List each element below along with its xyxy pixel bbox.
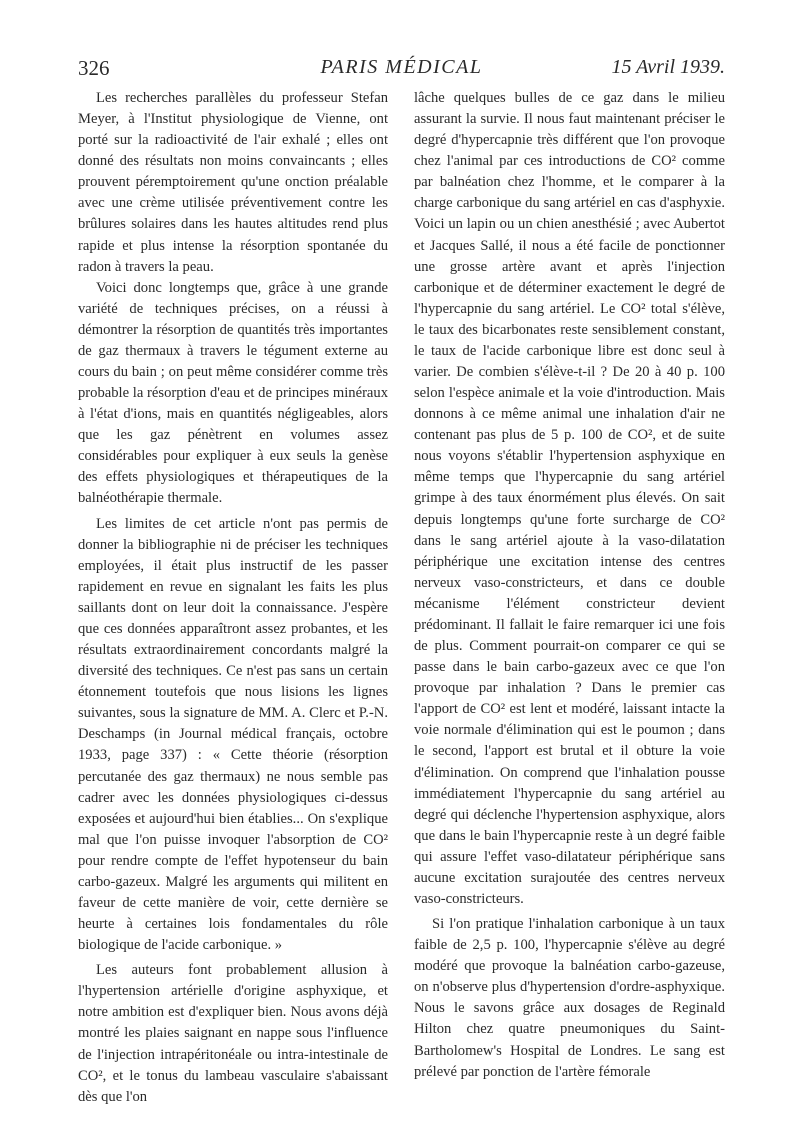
paragraph: Les limites de cet article n'ont pas permis de donner la bibliographie ni de préciser les techniques employées, il était plus instructif de les passer rapidement en revue en signalant les faits les plus saillants dont on leur doit la connaissance. J'espère que ces données apparaîtront assez probantes, et les résultats extraordinairement concordants malgré la diversité des techniques. Ce n'est pas sans un certain étonnement toutefois que nous lisions les lignes suivantes, sous la signature de MM. A. Clerc et P.-N. Deschamps (in Journal médical français, octobre 1933, page 337) : « Cette théorie (résorption percutanée des gaz thermaux) ne nous semble pas cadrer avec les données physiologiques ci-dessus exposées et aujourd'hui bien établies... On s'explique mal que l'on puisse invoquer l'absorption de CO² pour rendre compte de l'effet hypotenseur du bain carbo-gazeux. Malgré les arguments qui militent en faveur de cette manière de voir, cette dernière se heurte à certaines lois fondamentales du rôle biologique de l'acide carbonique. » xyxy=(78,515,388,954)
paragraph: Les auteurs font probablement allusion à l'hypertension artérielle d'origine asphyxique, et notre ambition est d'expliquer bien. Nous avons déjà montré les plaies saignant en nappe sous l'influence de l'injection intrapéritonéale ou intra-intestinale de CO², et le tonus du lambeau vasculaire s'abaissant dès que l'on xyxy=(78,962,388,1105)
paragraph: Les recherches parallèles du professeur Stefan Meyer, à l'Institut physiologique de Vienne, ont porté sur la radioactivité de l'air exhalé ; elles ont donné des résultats non moins convaincants ; elles prouvent péremptoirement qu'une onction préalable avec une crème utilisée préventivement contre les brûlures solaires dans les hautes altitudes rend plus rapide et plus intense la résorption spontanée du radon à travers la peau. xyxy=(78,90,388,275)
left-column xyxy=(78,88,388,1108)
journal-title: PARIS MÉDICAL xyxy=(320,56,483,78)
paragraph: Voici donc longtemps que, grâce à une grande variété de techniques précises, on a réussi à démontrer la résorption de quantités très importantes de gaz thermaux à travers le tégument externe au cours du bain ; on peut même considérer comme très probable la résorption d'eau et de principes minéraux à l'état d'ions, mais en quantités négligeables, alors que les gaz pénètrent en volumes assez considérables pour expliquer à eux seuls la genèse des effets physiologiques et thérapeutiques de la balnéothérapie thermale. xyxy=(78,279,388,507)
issue-date: 15 Avril 1939. xyxy=(611,56,725,78)
page-number: 326 xyxy=(78,56,110,80)
right-column xyxy=(414,88,725,1083)
paragraph: lâche quelques bulles de ce gaz dans le milieu assurant la survie. Il nous faut maintenant préciser le degré d'hypercapnie très différent que l'on provoque chez l'animal par ces introductions de CO² comme par balnéation chez l'homme, et le comparer à la charge carbonique du sang artériel en cas d'asphyxie. Voici un lapin ou un chien anesthésié ; avec Aubertot et Jacques Sallé, il nous a été facile de ponctionner une grosse artère avant et après l'injection carbonique et de déterminer exactement le degré de l'hypercapnie du sang artériel. Le CO² total s'élève, le taux des bicarbonates reste sensiblement constant, le taux de l'acide carbonique libre est donc seul à varier. De combien s'élève-t-il ? De 20 à 40 p. 100 selon l'espèce animale et la voie d'introduction. Mais donnons à ce même animal une inhalation d'air ne contenant pas plus de 5 p. 100 de CO², et de suite nous voyons s'établir l'hypertension asphyxique en même temps que l'hypercapnie du sang artériel grimpe à des taux énormément plus élevés. On sait depuis longtemps qu'une forte surcharge de CO² dans le sang artériel ajoute à la vaso-dilatation périphérique une excitation intense des centres nerveux vaso-constricteurs, et dans ce double mécanisme l'élément constricteur devient prédominant. Il fallait le faire remarquer ici une fois de plus. Comment pourrait-on comparer ce qui se passe dans le bain carbo-gazeux avec ce que l'on provoque par inhalation ? Dans le premier cas l'apport de CO² est lent et modéré, laissant intacte la voie normale d'élimination qui est le poumon ; dans le second, l'apport est brutal et il obture la voie d'élimination. On comprend que l'inhalation pousse immédiatement l'hypercapnie du sang artériel au degré qui déclenche l'hypertension asphyxique, alors que dans le bain l'hypercapnie reste à un degré faible qui assure l'effet vaso-dilatateur périphérique sans aucune excitation surajoutée des centres nerveux vaso-constricteurs. xyxy=(414,90,725,907)
page-header xyxy=(78,56,725,86)
paragraph: Si l'on pratique l'inhalation carbonique à un taux faible de 2,5 p. 100, l'hypercapnie s'élève au degré modéré que provoque la balnéation carbo-gazeuse, on n'observe plus d'hypertension d'ordre-asphyxique. Nous le savons grâce aux dosages de Reginald Hilton chez quatre pneumoniques du Saint-Bartholomew's Hospital de Londres. Le sang est prélevé par ponction de l'artère fémorale xyxy=(414,916,725,1080)
